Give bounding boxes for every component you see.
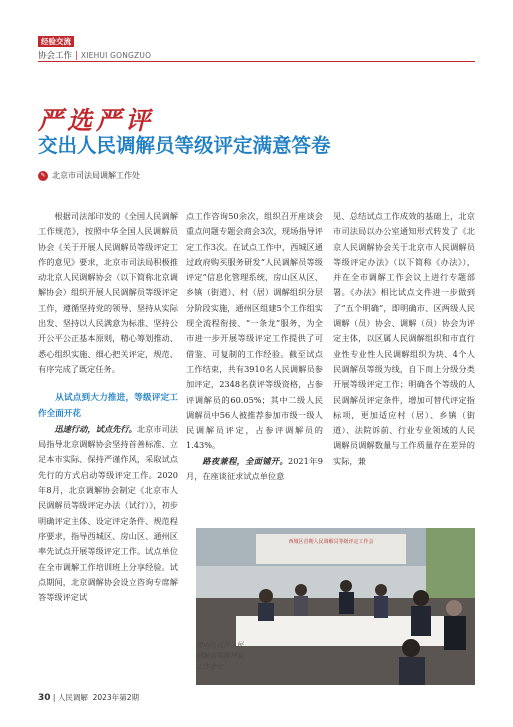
page-footer: 30 | 人民调解 2023年第2期: [38, 693, 139, 703]
article-author: [38, 170, 140, 182]
section-header: [38, 49, 151, 61]
header-rule: [38, 61, 475, 62]
paragraph-rollout: [186, 454, 323, 485]
column-3: [333, 209, 475, 469]
column-2: [186, 209, 323, 484]
section-separator: |: [75, 51, 78, 61]
photo-banner-text: 西城区首期人民调解员等级评定工作会: [288, 539, 374, 545]
magazine-name: 人民调解: [57, 693, 88, 702]
author-name: 北京市司法局调解工作处: [52, 171, 140, 180]
issue-info: 2023年第2期: [92, 693, 139, 702]
paragraph-pilot: [38, 422, 178, 606]
paragraph-lead: 迅速行动，试点先行。: [54, 423, 137, 434]
paragraph-pilot-continued: 点工作咨询50余次，组织召开座谈会重点问题专题会商会3次，现场指导评定工作3次。在试点工作中，西城区通过政府购买服务研发“人民调解员等级评定”信息化管理系统，房山区从区、乡镇（街道）、村（居）调解组织分层分阶段实施，通州区组建5个工作组实现全流程衔接、“一条龙”服务，为全市进一步开展等级评定工作提供了可借鉴、可复制的工作经验。截至试点工作结束，共有3910名人民调解员参加评定，2348名获评等级资格，占参评调解员的60.05%；其中二级人民调解员中56人被推荐参加市级一级人民调解员评定，占参评调解员的1.43%。: [186, 211, 323, 451]
paragraph-body: 2021年9月，在座谈征求试点单位意: [186, 455, 323, 482]
paragraph-rollout-continued: 见、总结试点工作成效的基础上，北京市司法局以办公室通知形式转发了《北京人民调解协会关于北京市人民调解员等级评定办法》（以下简称《办法》），并在全市调解工作会议上进行专题部署。《办法》相比试点文件进一步做到了“五个明确”，即明确市、区两级人民调解（员）协会、调解（员）协会为评定主体，以区属人民调解组织和市直行业性专业性人民调解组织为块、4个人民调解员等级为线，自下而上分级分类开展等级评定工作；明确各个等级的人民调解员评定条件，增加可替代评定指标项，更加适应村（居）、乡镇（街道）、法院诉前、行业专业领域的人民调解员调解数量与工作质量存在差异的实际，兼: [333, 211, 475, 466]
section-name: 协会工作: [38, 51, 73, 61]
paragraph-lead: 路夜兼程，全面铺开。: [202, 455, 289, 466]
column-tag: 经验交流: [38, 36, 74, 47]
article-title: 交出人民调解员等级评定满意答卷: [38, 134, 331, 157]
paragraph-body: 北京市司法局指导北京调解协会坚持首善标准、立足本市实际、保持严谨作风，采取试点先行的方式启动等级评定工作。2020年8月，北京调解协会制定《北京市人民调解员等级评定办法（试行）》，初步明确评定主体、设定评定条件、规范程序要求，指导西城区、房山区、通州区率先试点开展等级评定工作。试点单位在全市调解工作培训班上分享经验。试点期间，北京调解协会设立咨询专席解答等级评定试: [38, 423, 178, 603]
page-number: 30: [38, 693, 51, 703]
article-kicker: 严选严评: [38, 106, 155, 135]
photo-caption: 房山区召开人民调解员等级评定工作会议: [196, 641, 244, 671]
column-1: [38, 209, 178, 605]
paragraph-intro: 根据司法部印发的《全国人民调解工作规范》，按照中华全国人民调解员协会《关于开展人民调解员等级评定工作的意见》要求，北京市司法局积极推动北京人民调解协会（以下简称北京调解协会）组织开展人民调解员等级评定工作，遵循坚持党的领导、坚持从实际出发、坚持以人民满意为标准、坚持公开公平公正基本原则，精心筹划推动、悉心组织实施、细心把关评定，规范、有序完成了既定任务。: [38, 211, 178, 374]
section-pinyin: XIEHUI GONGZUO: [80, 51, 152, 60]
subheading: 从试点到大力推进，等级评定工作全面开花: [38, 393, 178, 419]
author-badge-icon: ✎: [38, 171, 48, 181]
